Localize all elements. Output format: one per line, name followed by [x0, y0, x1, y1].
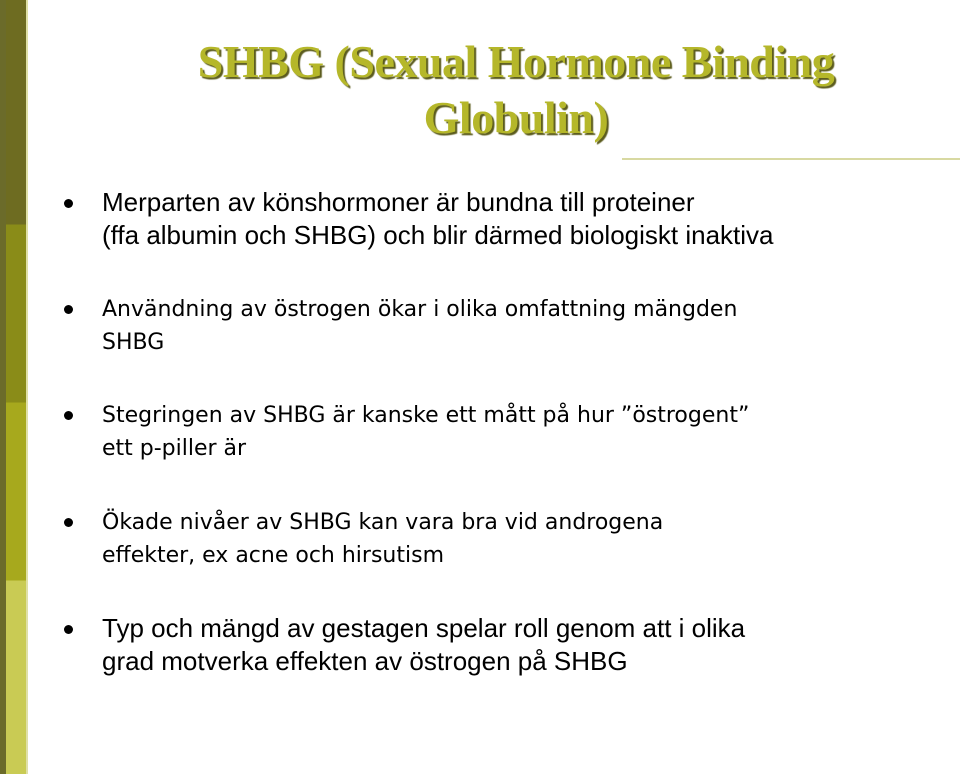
- bullet-text: Användning av östrogen ökar i olika omfattning mängden SHBG: [102, 297, 738, 355]
- sidebar-stripe: [6, 0, 26, 774]
- bullet-icon: [64, 625, 73, 634]
- title-divider: [622, 158, 960, 160]
- bullet-icon: [64, 199, 73, 208]
- bullet-text: Typ och mängd av gestagen spelar roll genom att i olika grad motverka effekten av östrogen på SHBG: [102, 613, 746, 676]
- bullet-icon: [64, 411, 73, 420]
- bullet-text: Ökade nivåer av SHBG kan vara bra vid androgena effekter, ex acne och hirsutism: [102, 510, 664, 568]
- sidebar-highlight: [26, 0, 28, 774]
- bullet-icon: [64, 305, 73, 314]
- bullet-text: Merparten av könshormoner är bundna till proteiner (ffa albumin och SHBG) och blir därmed biologiskt inaktiva: [102, 187, 774, 250]
- bullet-text: Stegringen av SHBG är kanske ett mått på hur ”östrogent” ett p-piller är: [102, 403, 750, 461]
- bullet-icon: [64, 518, 73, 527]
- slide-title: SHBG (Sexual Hormone Binding Globulin): [197, 36, 835, 143]
